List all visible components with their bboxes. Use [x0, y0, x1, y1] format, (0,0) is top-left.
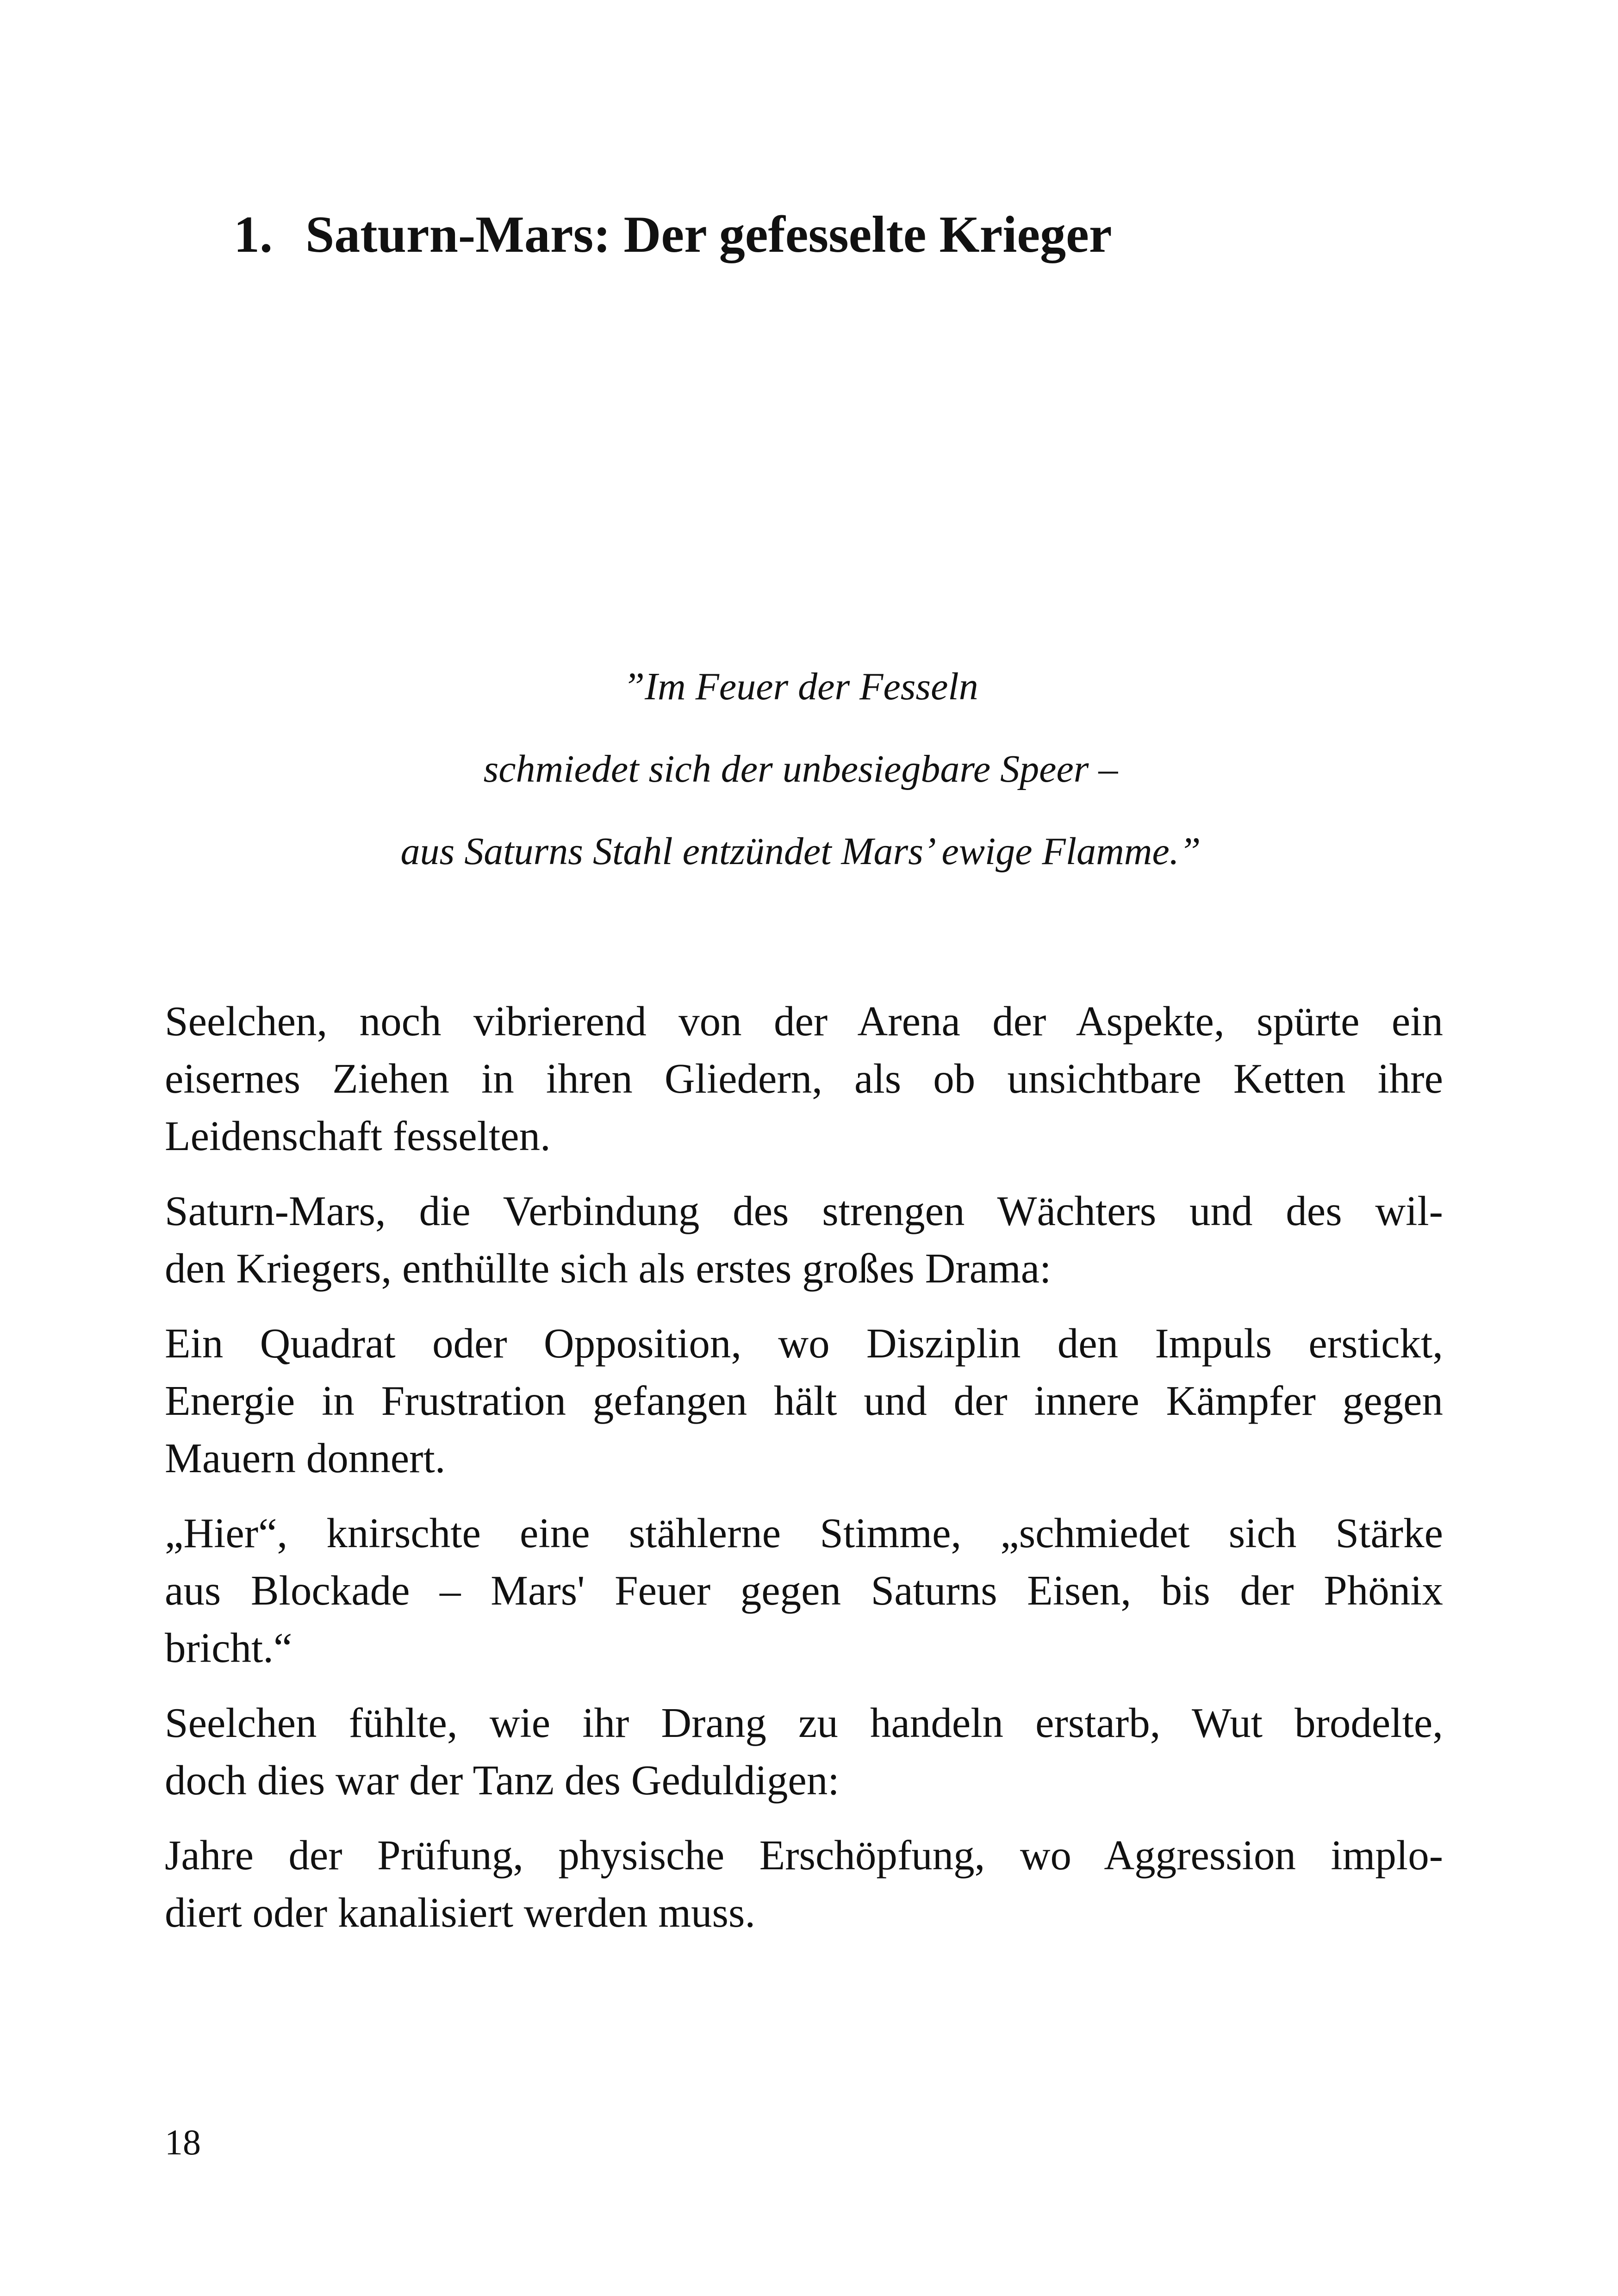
epigraph	[165, 646, 1437, 893]
text-line: Leidenschaft fesselten.	[165, 1113, 551, 1159]
text-line: „Hier“, knirschte eine stählerne Stimme, „schmiedet sich Stärke	[165, 1510, 1443, 1556]
text-line: Seelchen, noch vibrierend von der Arena der Aspekte, spürte ein	[165, 998, 1443, 1045]
epigraph-line: aus Saturns Stahl entzündet Mars’ ewige Flamme.”	[400, 830, 1201, 873]
paragraph	[165, 1827, 1443, 1941]
paragraph	[165, 1315, 1443, 1487]
text-line: Saturn-Mars, die Verbindung des strengen Wächters und des wil-	[165, 1188, 1443, 1234]
chapter-title-text: Saturn-Mars: Der gefesselte Krieger	[305, 206, 1112, 263]
paragraph	[165, 1505, 1443, 1677]
text-line: Jahre der Prüfung, physische Erschöpfung, wo Aggression implo-	[165, 1832, 1443, 1879]
paragraph	[165, 1694, 1443, 1809]
epigraph-line: ”Im Feuer der Fesseln	[623, 665, 978, 708]
text-line: doch dies war der Tanz des Geduldigen:	[165, 1757, 840, 1804]
text-line: Energie in Frustration gefangen hält und der innere Kämpfer gegen	[165, 1377, 1443, 1424]
chapter-heading	[234, 204, 1112, 266]
paragraph	[165, 993, 1443, 1165]
text-line: aus Blockade – Mars' Feuer gegen Saturns Eisen, bis der Phönix	[165, 1567, 1443, 1614]
text-line: bricht.“	[165, 1624, 292, 1671]
text-line: Ein Quadrat oder Opposition, wo Disziplin den Impuls erstickt,	[165, 1320, 1443, 1367]
text-line: diert oder kanalisiert werden muss.	[165, 1889, 756, 1936]
text-line: Mauern donnert.	[165, 1435, 446, 1481]
epigraph-line: schmiedet sich der unbesiegbare Speer –	[483, 747, 1118, 790]
text-line: Seelchen fühlte, wie ihr Drang zu handeln erstarb, Wut brodelte,	[165, 1699, 1443, 1746]
text-line: den Kriegers, enthüllte sich als erstes großes Drama:	[165, 1245, 1052, 1292]
page-number: 18	[165, 2122, 201, 2162]
paragraph	[165, 1182, 1443, 1297]
text-line: eisernes Ziehen in ihren Gliedern, als ob unsichtbare Ketten ihre	[165, 1055, 1443, 1102]
chapter-number: 1.	[234, 206, 273, 263]
body-text	[165, 993, 1443, 1959]
